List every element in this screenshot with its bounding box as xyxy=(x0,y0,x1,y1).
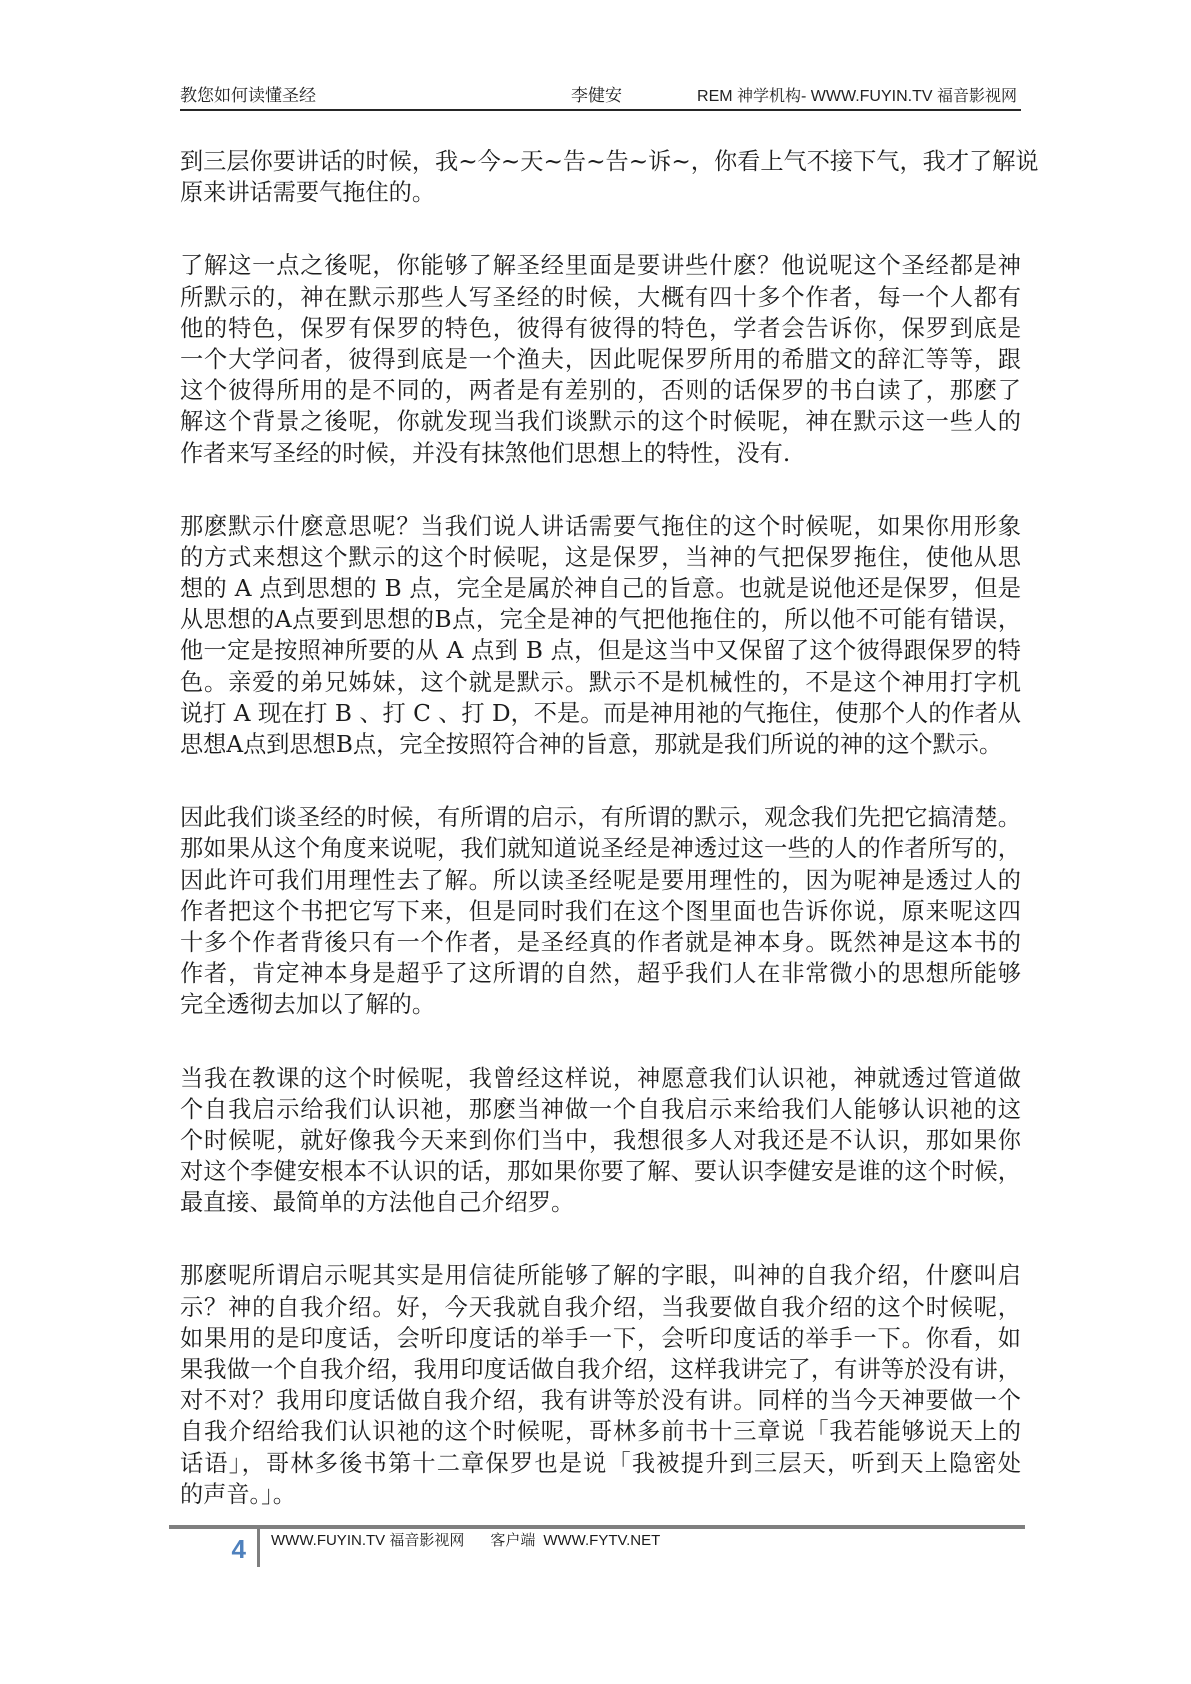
text-line: 对这个李健安根本不认识的话，那如果你要了解、要认识李健安是谁的这个时候， xyxy=(180,1158,1021,1186)
text-line: 最直接、最简单的方法他自己介绍罗。 xyxy=(180,1189,575,1217)
text-line: 因此我们谈圣经的时候，有所谓的启示，有所谓的默示，观念我们先把它搞清楚。 xyxy=(180,804,1021,832)
text-line: 作者，肯定神本身是超乎了这所谓的自然，超乎我们人在非常微小的思想所能够 xyxy=(180,960,1021,988)
text-line: 他的特色，保罗有保罗的特色，彼得有彼得的特色，学者会告诉你，保罗到底是 xyxy=(180,314,1021,342)
text-line: 对不对？我用印度话做自我介绍，我有讲等於没有讲。同样的当今天神要做一个 xyxy=(180,1387,1021,1415)
text-line: 那如果从这个角度来说呢，我们就知道说圣经是神透过这一些的人的作者所写的， xyxy=(180,835,1021,863)
paragraph xyxy=(180,250,1021,468)
paragraph xyxy=(180,1260,1021,1510)
text-line: 如果用的是印度话，会听印度话的举手一下，会听印度话的举手一下。你看，如 xyxy=(180,1324,1021,1352)
text-line: 因此许可我们用理性去了解。所以读圣经呢是要用理性的，因为呢神是透过人的 xyxy=(180,866,1021,894)
footer-rule xyxy=(169,1525,1025,1529)
text-line: 色。亲爱的弟兄姊妹，这个就是默示。默示不是机械性的，不是这个神用打字机 xyxy=(180,668,1021,696)
footer-client-label: 客户端 xyxy=(490,1532,536,1549)
page-number: 4 xyxy=(231,1534,246,1564)
text-line: 十多个作者背後只有一个作者，是圣经真的作者就是神本身。既然神是这本书的 xyxy=(180,928,1021,956)
header-title: 教您如何读懂圣经 xyxy=(180,86,316,106)
text-line: 了解这一点之後呢，你能够了解圣经里面是要讲些什麽？他说呢这个圣经都是神 xyxy=(180,252,1021,280)
footer-divider xyxy=(257,1525,260,1567)
footer-client-site: WWW.FYTV.NET xyxy=(543,1532,661,1549)
text-line: 想的 A 点到思想的 B 点，完全是属於神自己的旨意。也就是说他还是保罗，但是 xyxy=(180,575,1021,603)
header-author: 李健安 xyxy=(571,86,622,106)
text-line: 完全透彻去加以了解的。 xyxy=(180,991,436,1019)
footer-site: WWW.FUYIN.TV 福音影视网 xyxy=(271,1532,465,1549)
paragraph xyxy=(180,146,1039,208)
text-line: 说打 A 现在打 B 、打 C 、打 D，不是。而是神用祂的气拖住，使那个人的作者从 xyxy=(180,699,1021,727)
text-line: 作者来写圣经的时候，并没有抹煞他们思想上的特性，没有. xyxy=(180,439,791,467)
text-line: 那麽默示什麽意思呢？当我们说人讲话需要气拖住的这个时候呢，如果你用形象 xyxy=(180,512,1021,540)
text-line: 作者把这个书把它写下来，但是同时我们在这个图里面也告诉你说，原来呢这四 xyxy=(180,897,1021,925)
text-line: 所默示的，神在默示那些人写圣经的时候，大概有四十多个作者，每一个人都有 xyxy=(180,283,1021,311)
paragraph xyxy=(180,511,1021,761)
paragraph xyxy=(180,1063,1021,1219)
header-publisher: REM 神学机构- WWW.FUYIN.TV 福音影视网 xyxy=(697,88,1017,105)
text-line: 个时候呢，就好像我今天来到你们当中，我想很多人对我还是不认识，那如果你 xyxy=(180,1126,1021,1154)
text-line: 的声音。」。 xyxy=(180,1480,296,1508)
text-line: 这个彼得所用的是不同的，两者是有差别的，否则的话保罗的书白读了，那麽了 xyxy=(180,377,1021,405)
text-line: 解这个背景之後呢，你就发现当我们谈默示的这个时候呢，神在默示这一些人的 xyxy=(180,408,1021,436)
running-header xyxy=(180,84,1021,109)
text-line: 话语」，哥林多後书第十二章保罗也是说「我被提升到三层天，听到天上隐密处 xyxy=(180,1449,1021,1477)
text-line: 个自我启示给我们认识祂，那麽当神做一个自我启示来给我们人能够认识祂的这 xyxy=(180,1095,1021,1123)
text-line: 果我做一个自我介绍，我用印度话做自我介绍，这样我讲完了，有讲等於没有讲， xyxy=(180,1356,1021,1383)
text-line: 他一定是按照神所要的从 A 点到 B 点，但是这当中又保留了这个彼得跟保罗的特 xyxy=(180,637,1021,665)
text-line: 那麽呢所谓启示呢其实是用信徒所能够了解的字眼，叫神的自我介绍，什麽叫启 xyxy=(180,1262,1021,1290)
body-text xyxy=(180,146,1039,1552)
text-line: 思想A点到思想B点，完全按照符合神的旨意，那就是我们所说的神的这个默示。 xyxy=(180,731,1003,758)
paragraph xyxy=(180,802,1021,1020)
text-line: 从思想的A点要到思想的B点，完全是神的气把他拖住的，所以他不可能有错误， xyxy=(180,606,1021,634)
running-footer xyxy=(271,1531,660,1550)
text-line: 的方式来想这个默示的这个时候呢，这是保罗，当神的气把保罗拖住，使他从思 xyxy=(180,543,1021,571)
text-line: 原来讲话需要气拖住的。 xyxy=(180,179,436,207)
header-rule xyxy=(180,109,1021,111)
text-line: 当我在教课的这个时候呢，我曾经这样说，神愿意我们认识祂，神就透过管道做 xyxy=(180,1064,1021,1092)
text-line: 到三层你要讲话的时候，我~今~天~告~告~诉~，你看上气不接下气，我才了解说 xyxy=(180,148,1039,175)
text-line: 一个大学问者，彼得到底是一个渔夫，因此呢保罗所用的希腊文的辞汇等等，跟 xyxy=(180,345,1021,373)
text-line: 示？神的自我介绍。好，今天我就自我介绍，当我要做自我介绍的这个时候呢， xyxy=(180,1293,1021,1321)
text-line: 自我介绍给我们认识祂的这个时候呢，哥林多前书十三章说「我若能够说天上的 xyxy=(180,1418,1021,1446)
